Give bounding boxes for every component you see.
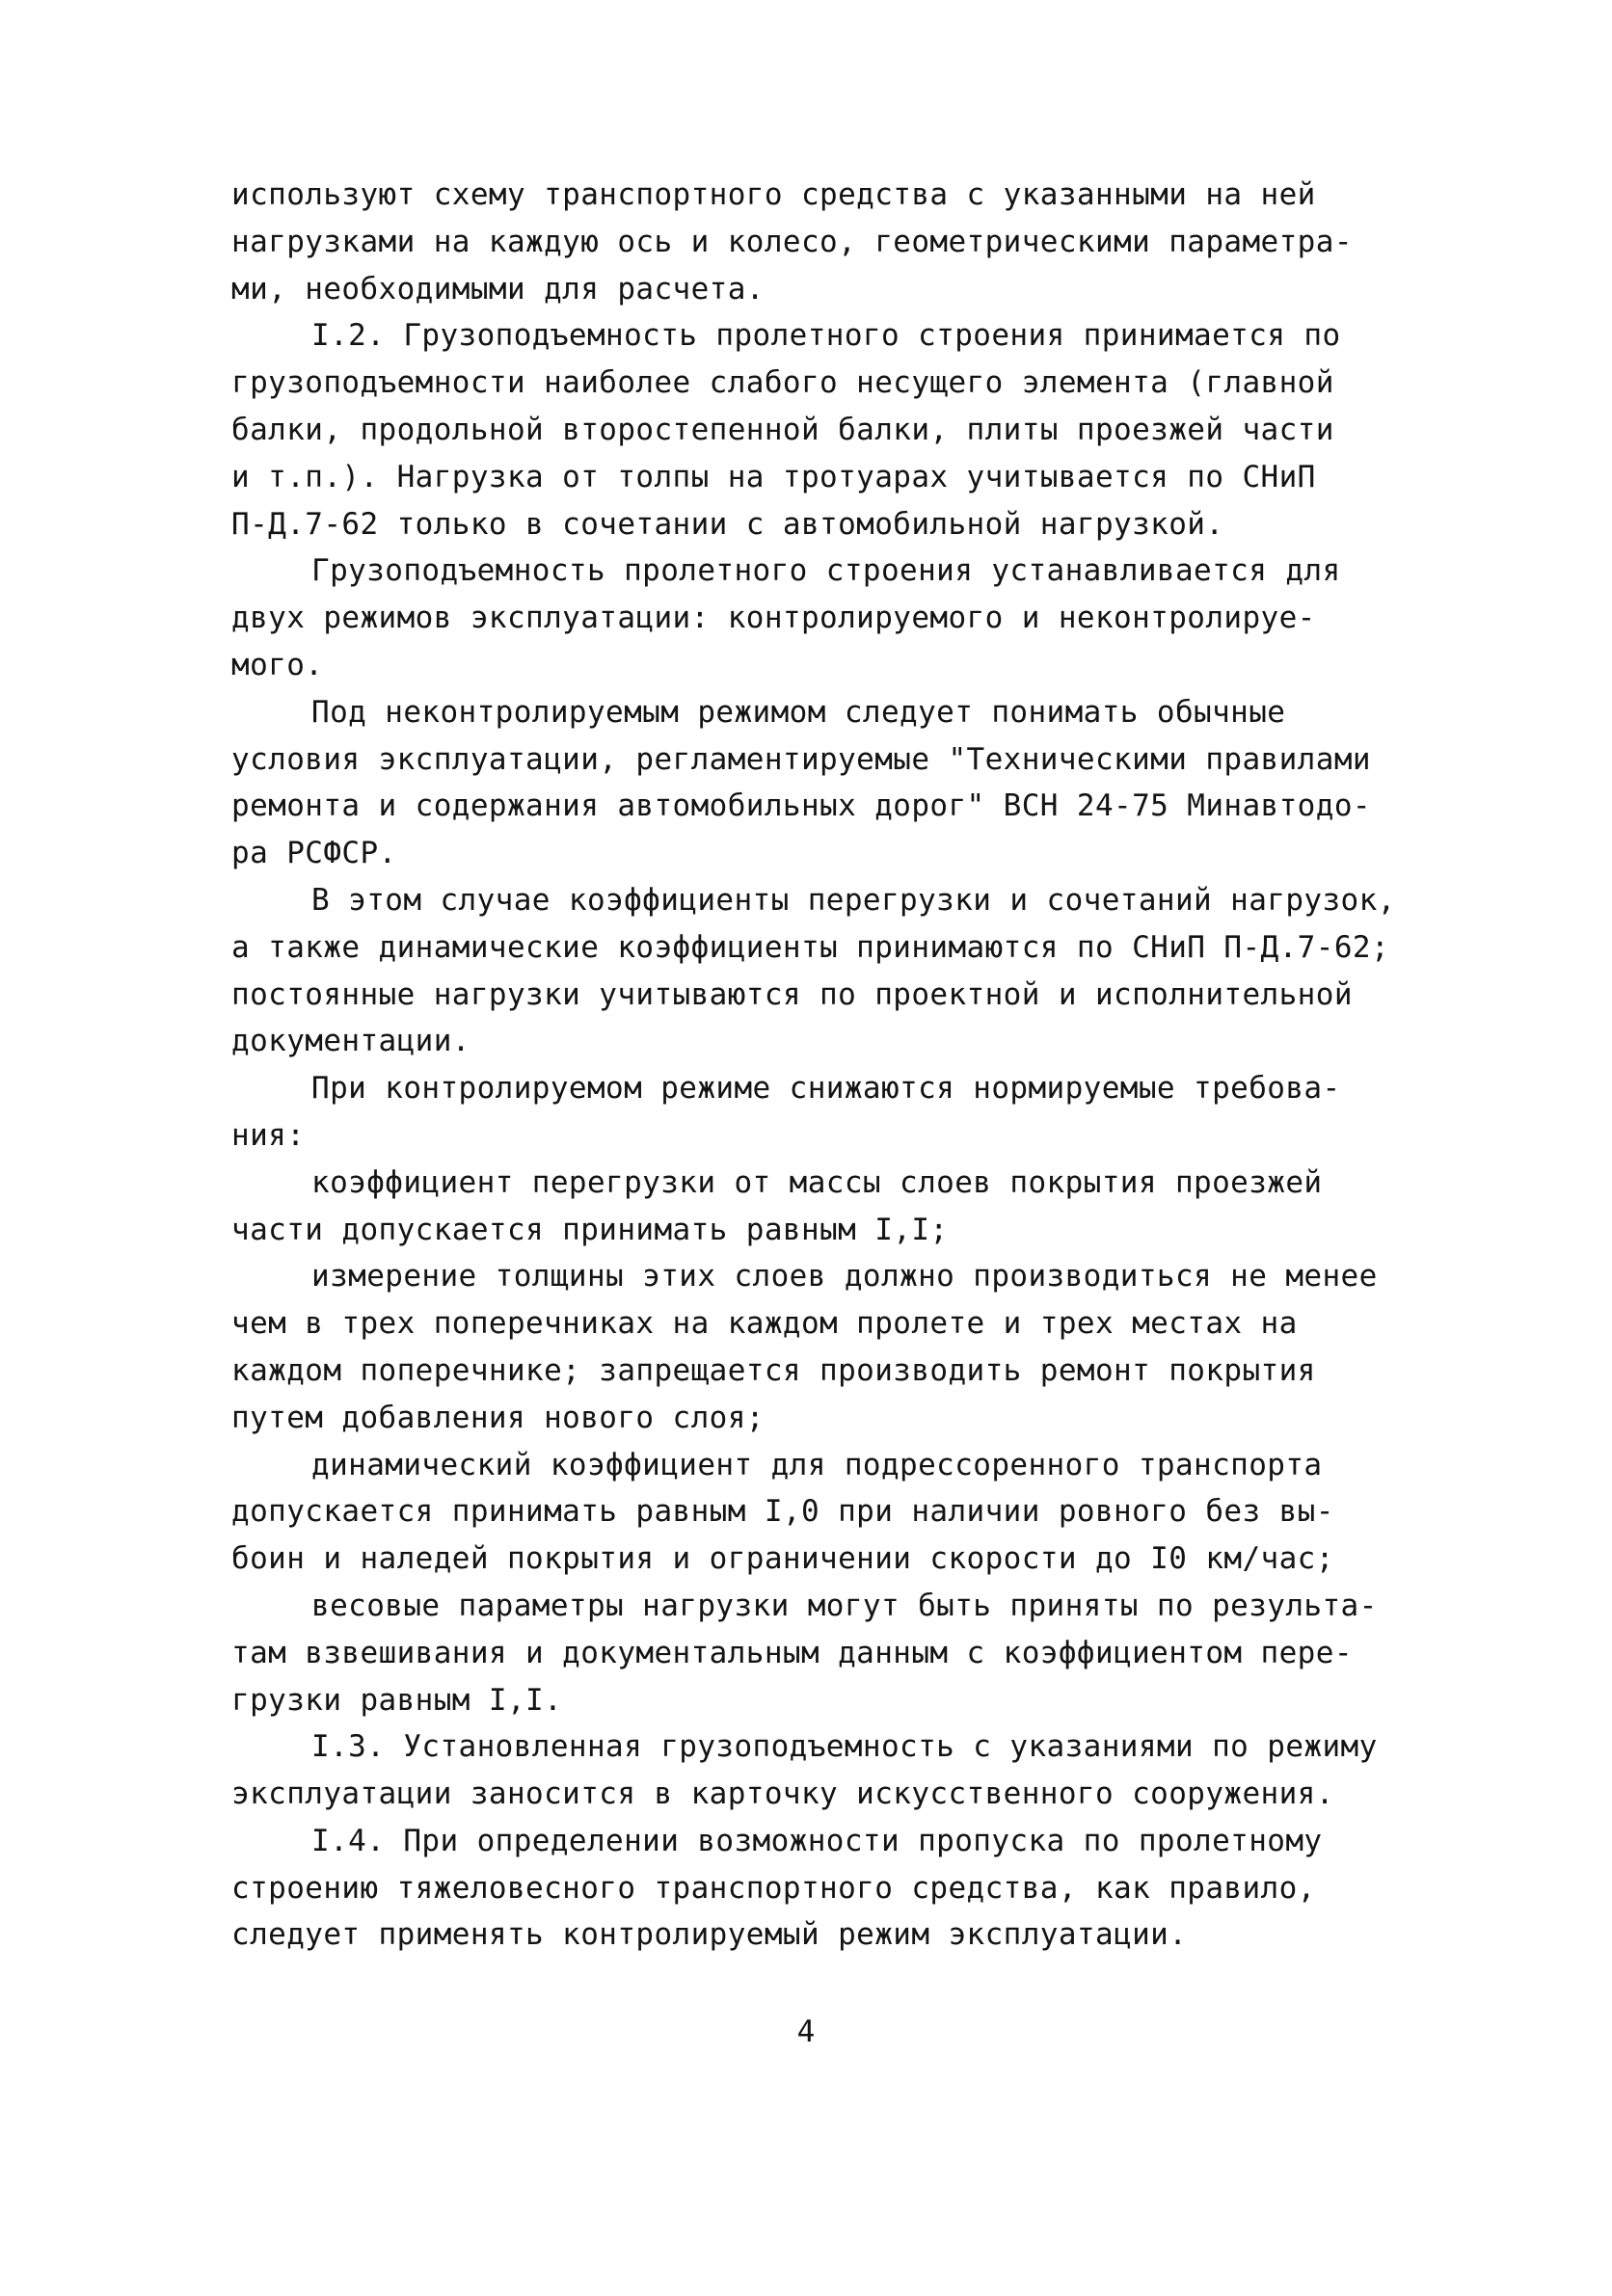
text-line: части допускается принимать равным I,I; (231, 1212, 949, 1247)
text-line: весовые параметры нагрузки могут быть приняты по результа- (311, 1588, 1378, 1623)
text-line: путем добавления нового слоя; (231, 1400, 765, 1435)
text-line: коэффициент перегрузки от массы слоев покрытия проезжей (311, 1164, 1323, 1200)
text-line: Под неконтролируемым режимом следует понимать обычные (311, 694, 1286, 730)
text-line: а также динамические коэффициенты принимаются по СНиП П-Д.7-62; (231, 929, 1390, 965)
text-line: ра РСФСР. (231, 836, 397, 871)
text-line: двух режимов эксплуатации: контролируемого и неконтролируе- (231, 601, 1316, 636)
text-line: I.3. Установленная грузоподъемность с указаниями по режиму (311, 1729, 1378, 1765)
text-line: нагрузками на каждую ось и колесо, геометрическими параметра- (231, 224, 1353, 259)
text-line: и т.п.). Нагрузка от толпы на тротуарах учитывается по СНиП (231, 459, 1316, 494)
body-text (231, 172, 1408, 1959)
text-line: постоянные нагрузки учитываются по проектной и исполнительной (231, 976, 1353, 1012)
text-line: При контролируемом режиме снижаются нормируемые требова- (311, 1071, 1341, 1107)
text-line: чем в трех поперечниках на каждом пролете и трех местах на (231, 1306, 1298, 1342)
text-line: измерение толщины этих слоев должно производиться не менее (311, 1259, 1378, 1295)
text-line: Грузоподъемность пролетного строения устанавливается для (311, 553, 1341, 589)
text-line: документации. (231, 1024, 470, 1059)
text-line: допускается принимать равным I,0 при наличии ровного без вы- (231, 1494, 1334, 1530)
text-line: динамический коэффициент для подрессоренного транспорта (311, 1447, 1323, 1482)
text-line: I.4. При определении возможности пропуска по пролетному (311, 1823, 1323, 1858)
text-line: грузоподъемности наиболее слабого несущего элемента (главной (231, 365, 1334, 401)
text-line: балки, продольной второстепенной балки, плиты проезжей части (231, 412, 1334, 447)
text-line: условия эксплуатации, регламентируемые "Техническими правилами (231, 741, 1371, 777)
text-line: ния: (231, 1117, 306, 1153)
text-line: следует применять контролируемый режим эксплуатации. (231, 1917, 1188, 1953)
text-line: I.2. Грузоподъемность пролетного строения принимается по (311, 318, 1341, 354)
text-line: ми, необходимыми для расчета. (231, 271, 765, 307)
text-line: ремонта и содержания автомобильных дорог" ВСН 24-75 Минавтодо- (231, 788, 1371, 824)
text-line: мого. (231, 647, 324, 682)
text-line: грузки равным I,I. (231, 1682, 563, 1718)
text-line: боин и наледей покрытия и ограничении скорости до I0 км/час; (231, 1541, 1334, 1577)
text-line: строению тяжеловесного транспортного средства, как правило, (231, 1870, 1316, 1906)
text-line: эксплуатации заносится в карточку искусственного сооружения. (231, 1776, 1334, 1812)
text-line: там взвешивания и документальным данным с коэффициентом пере- (231, 1635, 1353, 1670)
text-line: П-Д.7-62 только в сочетании с автомобильной нагрузкой. (231, 506, 1224, 542)
text-line: используют схему транспортного средства с указанными на ней (231, 177, 1316, 212)
page-number: 4 (796, 2015, 816, 2049)
text-line: каждом поперечнике; запрещается производить ремонт покрытия (231, 1352, 1316, 1388)
text-line: В этом случае коэффициенты перегрузки и сочетаний нагрузок, (311, 882, 1396, 918)
